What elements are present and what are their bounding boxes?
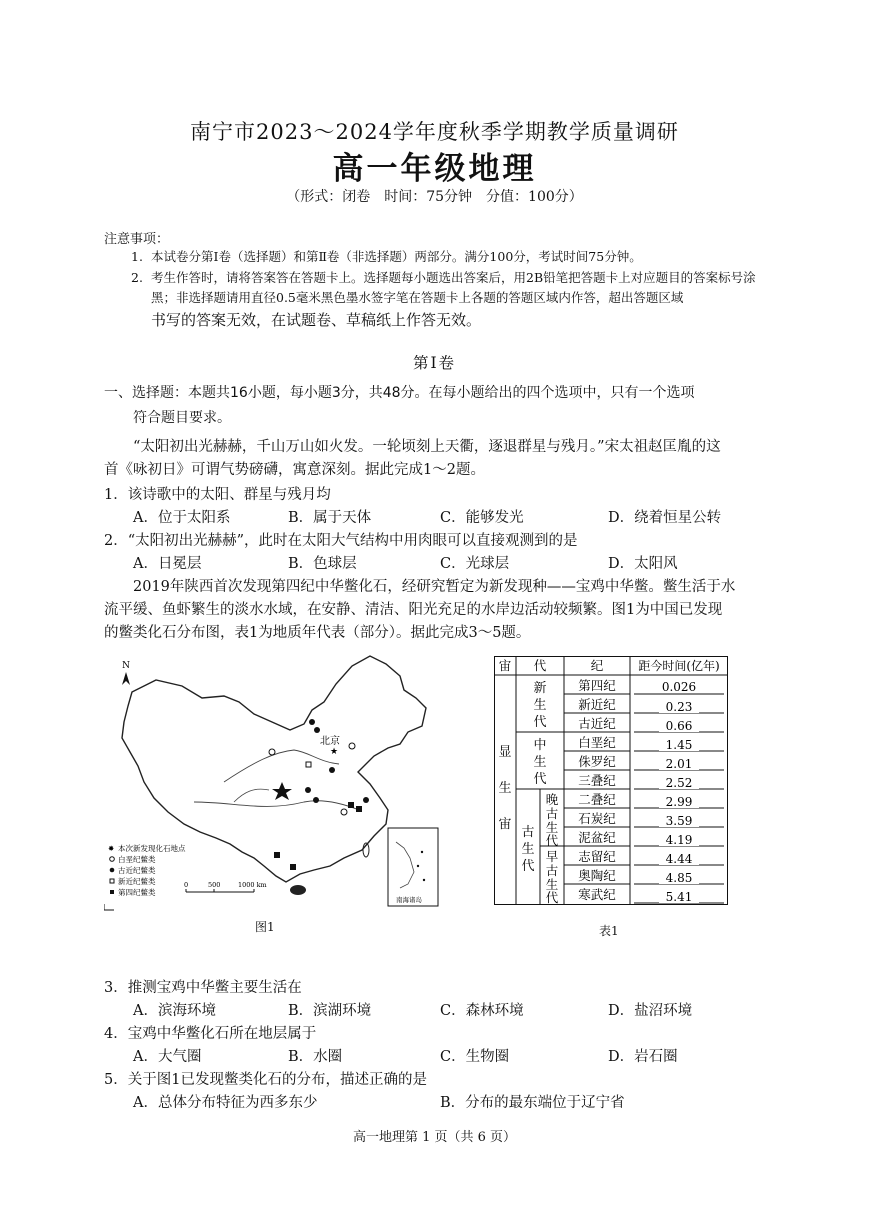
note-item-2-cont [131,310,771,330]
exam-title: 高一年级地理 [332,151,537,187]
fossil-marker [314,727,320,733]
svg-text:晚: 晚 [545,792,559,807]
svg-text:白垩纪: 白垩纪 [578,735,616,750]
fossil-marker [306,762,311,767]
inset-label: 南海诸岛 [396,896,422,904]
table-header-eon: 宙 [498,658,512,673]
china-map-svg [104,652,444,914]
svg-text:寒武纪: 寒武纪 [578,887,616,902]
question-2-option-c: C．光球层 [440,556,510,572]
question-4-option-a: A．大气圈 [133,1049,202,1065]
svg-text:5.41: 5.41 [665,890,693,904]
question-4-option-c: C．生物圈 [440,1049,510,1065]
svg-text:生: 生 [498,781,512,796]
fossil-distribution-map [104,652,444,914]
note-item-2 [131,268,771,308]
svg-text:石炭纪: 石炭纪 [578,811,616,826]
fossil-marker [290,864,296,870]
passage1-line1: “太阳初出光赫赫，千山万山如火发。一轮顷刻上天衢，逐退群星与残月。”宋太祖赵匡胤的这 [133,439,721,455]
svg-text:古: 古 [545,806,559,821]
question-1-option-c: C．能够发光 [440,510,524,526]
svg-text:早: 早 [545,849,559,864]
question-1-option-a: A．位于太阳系 [133,510,231,526]
passage1-line2: 首《咏初日》可谓气势磅礴，寓意深刻。据此完成1～2题。 [104,462,485,478]
svg-text:泥盆纪: 泥盆纪 [578,830,616,845]
svg-text:4.44: 4.44 [665,852,693,866]
beijing-label: 北京 [320,736,340,747]
fossil-marker [313,797,319,803]
svg-text:代: 代 [545,890,559,905]
part1-intro-line2: 符合题目要求。 [133,410,231,426]
svg-text:第四纪: 第四纪 [578,678,616,693]
svg-text:显: 显 [498,745,512,760]
era-paleozoic [521,824,534,874]
question-3-option-d: D．盐沼环境 [608,1003,693,1019]
svg-text:4.85: 4.85 [665,871,693,885]
svg-text:1.45: 1.45 [665,738,693,752]
notes-heading: 注意事项： [104,232,170,247]
question-2-option-a: A．日冕层 [133,556,202,572]
svg-text:0.026: 0.026 [661,680,697,694]
question-3-option-a: A．滨海环境 [133,1003,216,1019]
period-list [578,678,616,902]
question-4-stem: 4．宝鸡中华鳖化石所在地层属于 [104,1026,317,1042]
part1-intro-line1: 一、选择题：本题共16小题，每小题3分，共48分。在每小题给出的四个选项中，只有一个选项 [104,385,695,401]
eon-label [498,745,511,832]
era-late-paleozoic [546,792,559,848]
svg-text:2.99: 2.99 [665,795,693,809]
fossil-marker [269,749,275,755]
passage2-line1: 2019年陕西首次发现第四纪中华鳖化石，经研究暂定为新发现种——宝鸡中华鳖。鳖生活于水 [133,579,736,595]
fossil-marker [305,787,311,793]
table-header-time: 距今时间(亿年) [638,659,720,673]
map-scale-bar [184,881,267,892]
svg-text:侏罗纪: 侏罗纪 [578,754,616,769]
legend-item: 古近纪鳖类 [118,866,156,875]
svg-text:0: 0 [184,881,189,889]
geologic-time-table [494,656,728,908]
fossil-marker [341,809,347,815]
page-footer: 高一地理第 1 页（共 6 页） [352,1130,517,1145]
svg-text:古: 古 [545,863,559,878]
question-5-option-b: B．分布的最东端位于辽宁省 [440,1095,625,1111]
question-2-option-d: D．太阳风 [608,556,678,572]
question-2-stem: 2．“太阳初出光赫赫”，此时在太阳大气结构中用肉眼可以直接观测到的是 [104,533,578,549]
legend-item: 第四纪鳖类 [118,888,156,897]
table-header-period: 纪 [590,658,604,673]
question-2-option-b: B．色球层 [288,556,357,572]
svg-text:二叠纪: 二叠纪 [578,792,616,807]
svg-text:1000 km: 1000 km [238,881,267,889]
svg-text:生: 生 [545,877,559,892]
south-china-sea-inset [388,828,438,906]
era-cenozoic [533,681,546,730]
svg-text:✸: ✸ [108,844,115,853]
fossil-marker [329,767,335,773]
question-3-stem: 3．推测宝鸡中华鳖主要生活在 [104,980,302,996]
svg-text:宙: 宙 [498,817,512,832]
exam-info: （形式：闭卷 时间：75分钟 分值：100分） [286,189,583,205]
svg-text:代: 代 [545,833,559,848]
svg-text:三叠纪: 三叠纪 [578,773,616,788]
svg-text:代: 代 [533,715,547,730]
note-text: 考生作答时，请将答案答在答题卡上。选择题每小题选出答案后，用2B铅笔把答题卡上对应题目的答案标号涂黑；非选择题请用直径0.5毫米黑色墨水签字笔在答题卡上各题的答题区域内作答，超出答题区域 [151,270,756,305]
svg-text:代: 代 [533,772,547,787]
passage2-line2: 流平缓、鱼虾繁生的淡水水域，在安静、清洁、阳光充足的水岸边活动较频繁。图1为中国已发现 [104,602,723,618]
question-3-option-b: B．滨湖环境 [288,1003,372,1019]
fossil-marker [348,802,354,808]
note-text: 书写的答案无效，在试题卷、草稿纸上作答无效。 [151,311,482,329]
svg-text:新: 新 [533,681,547,696]
legend-item: 白垩纪鳖类 [118,855,156,864]
table-header-era: 代 [533,658,547,673]
svg-text:新近纪: 新近纪 [578,697,616,712]
svg-text:生: 生 [533,698,547,713]
question-4-option-b: B．水圈 [288,1049,343,1065]
time-boundaries [654,680,704,904]
question-5-stem: 5．关于图1已发现鳖类化石的分布，描述正确的是 [104,1072,427,1088]
question-1-option-d: D．绕着恒星公转 [608,510,722,526]
svg-text:2.52: 2.52 [665,776,693,790]
note-number: 2. [131,270,143,285]
fossil-marker [363,797,369,803]
exam-header-line1: 南宁市2023～2024学年度秋季学期教学质量调研 [190,120,679,144]
svg-text:★: ★ [330,747,339,757]
fossil-marker [274,852,280,858]
geologic-time-table-svg [494,656,728,908]
north-arrow-icon [122,661,130,685]
fossil-marker [309,719,315,725]
svg-text:生: 生 [545,820,559,835]
legend-item: 本次新发现化石地点 [118,844,186,853]
figure-1-caption: 图1 [255,920,275,934]
question-1-option-b: B．属于天体 [288,510,372,526]
svg-text:代: 代 [521,859,535,874]
svg-text:志留纪: 志留纪 [578,849,616,864]
legend-item: 新近纪鳖类 [118,877,156,886]
svg-text:奥陶纪: 奥陶纪 [578,868,616,883]
question-3-option-c: C．森林环境 [440,1003,524,1019]
hainan-island [290,885,306,895]
question-1-stem: 1．该诗歌中的太阳、群星与残月均 [104,487,331,503]
svg-text:古: 古 [521,825,535,840]
new-fossil-site-marker [272,782,292,800]
note-item-1 [131,247,771,267]
era-early-paleozoic [546,849,559,905]
svg-text:2.01: 2.01 [665,757,693,771]
svg-text:4.19: 4.19 [665,833,693,847]
fossil-marker [349,743,355,749]
svg-text:0.66: 0.66 [665,719,693,733]
fossil-marker [356,806,362,812]
svg-text:3.59: 3.59 [665,814,693,828]
era-mesozoic [533,737,546,787]
passage2-line3: 的鳖类化石分布图，表1为地质年代表（部分）。据此完成3～5题。 [104,625,531,641]
north-label: N [122,661,130,671]
note-number: 1. [131,249,143,264]
svg-text:500: 500 [208,881,221,889]
section-title: 第Ⅰ卷 [412,354,457,372]
question-5-option-a: A．总体分布特征为西多东少 [133,1095,318,1111]
svg-text:中: 中 [533,738,547,753]
map-legend [108,843,189,897]
svg-text:生: 生 [521,842,535,857]
svg-text:生: 生 [533,755,547,770]
table-1-caption: 表1 [599,924,619,938]
question-4-option-d: D．岩石圈 [608,1049,678,1065]
svg-text:0.23: 0.23 [665,700,693,714]
svg-text:古近纪: 古近纪 [578,716,616,731]
note-text: 本试卷分第Ⅰ卷（选择题）和第Ⅱ卷（非选择题）两部分。满分100分，考试时间75分钟。 [151,249,642,264]
